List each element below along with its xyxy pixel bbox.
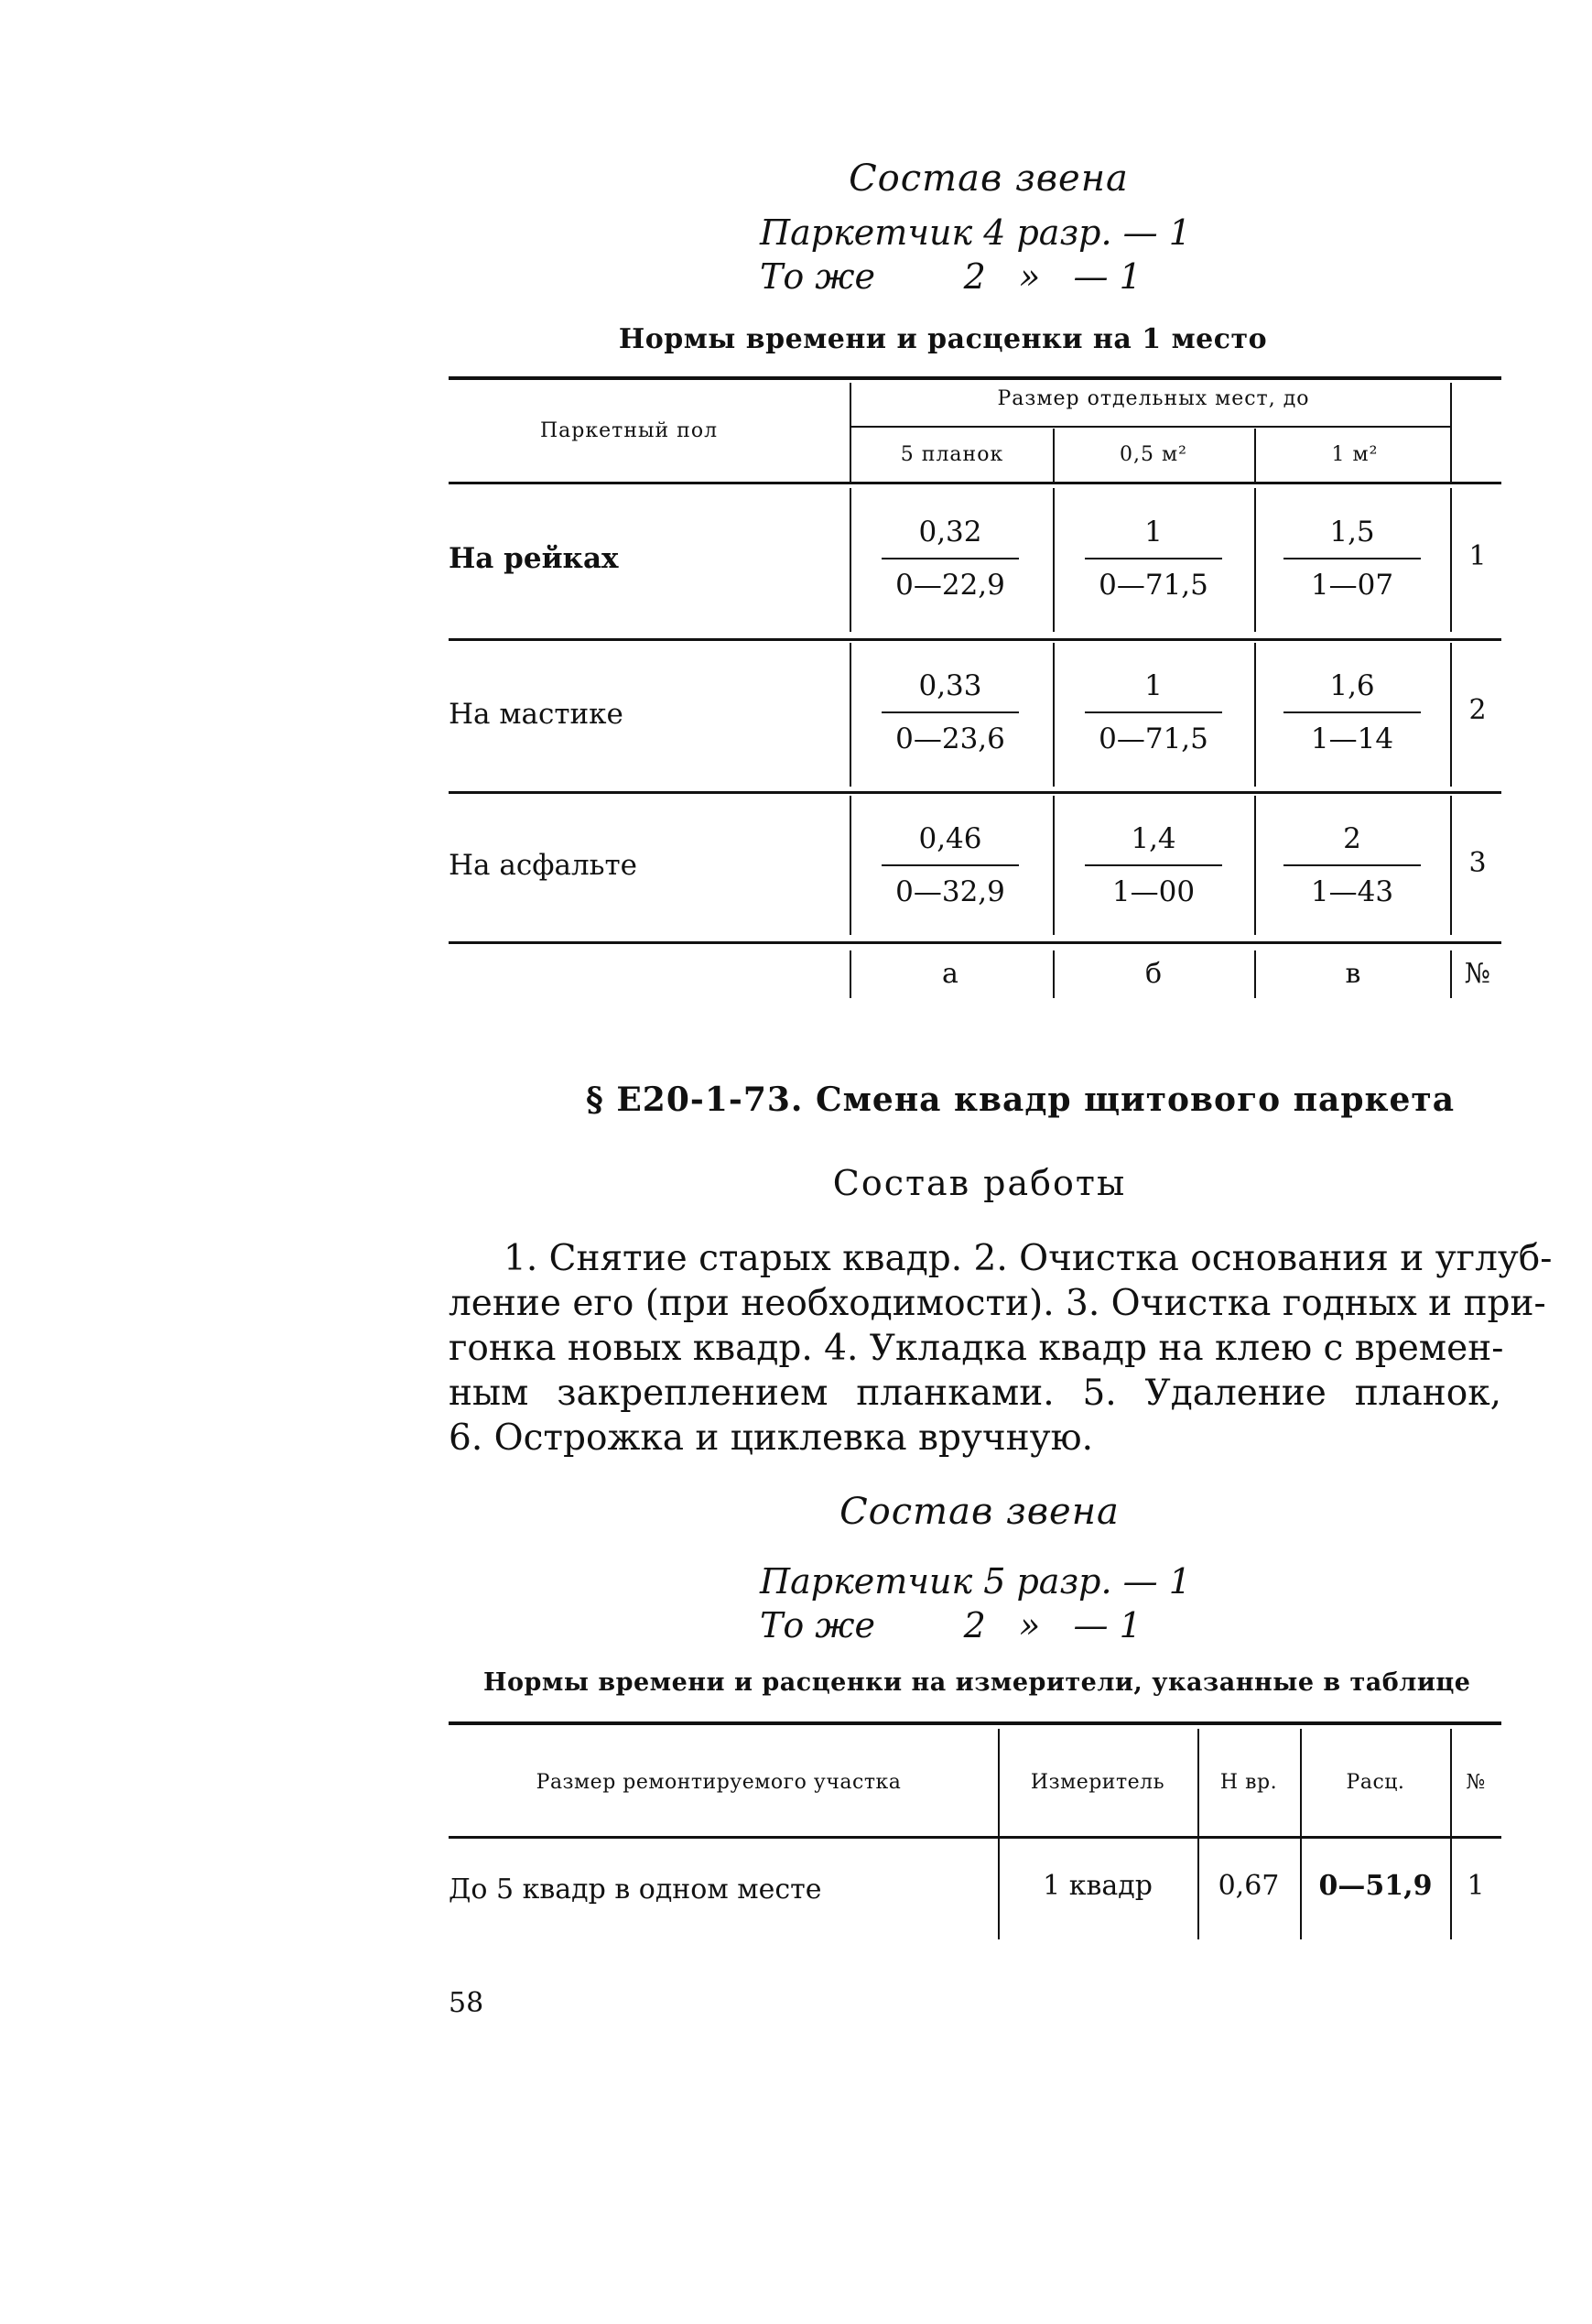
table1-vline-r3-1: [850, 796, 851, 935]
table1-cell-1c: [1261, 510, 1444, 607]
norm-time: 2: [1343, 822, 1361, 855]
table1-vline-f-1: [850, 950, 851, 998]
table1-vline-1: [850, 383, 851, 482]
table2-header-size: Размер ремонтируемого участка: [536, 1771, 902, 1794]
crew-line-2b: То же 2 » — 1: [760, 1605, 1142, 1645]
work-line-1: 1. Снятие старых квадр. 2. Очистка основания и углуб-: [504, 1238, 1553, 1279]
table1-vline-r2-2: [1053, 643, 1055, 787]
table2-cell-size: До 5 квадр в одном месте: [449, 1873, 822, 1906]
table1-col-label-b: б: [1144, 958, 1163, 990]
table1-vline-4: [1450, 383, 1452, 482]
table1-col-label-num: №: [1464, 958, 1491, 990]
fraction-bar: [1085, 864, 1222, 866]
norm-time: 0,32: [918, 516, 982, 548]
table2-header-num: №: [1466, 1771, 1486, 1794]
crew-heading-2: Состав звена: [839, 1491, 1120, 1533]
table1-row-rule-2: [449, 791, 1501, 794]
rate: 0—32,9: [895, 875, 1005, 908]
table1-col-header-a: 5 планок: [900, 443, 1004, 466]
fraction-bar: [1085, 711, 1222, 713]
table1-row-num-2: 2: [1468, 694, 1487, 726]
page-number: 58: [449, 1987, 484, 2019]
table1-row-label-3: На асфальте: [449, 849, 638, 882]
table1-header-group: Размер отдельных мест, до: [997, 387, 1310, 410]
table1-row-label-1: На рейках: [449, 542, 619, 575]
table2-top-rule: [449, 1721, 1501, 1725]
table1-vline-2: [1053, 429, 1055, 482]
table1-col-label-c: в: [1345, 958, 1361, 990]
norm-time: 1: [1144, 669, 1163, 702]
rate: 0—71,5: [1099, 722, 1208, 755]
rate: 0—22,9: [895, 569, 1005, 602]
table2-cell-unit: 1 квадр: [1043, 1870, 1153, 1902]
table1-col-header-b: 0,5 м²: [1120, 443, 1187, 466]
work-line-4: ным закреплением планками. 5. Удаление планок,: [449, 1373, 1501, 1414]
work-line-5: 6. Острожка и циклевка вручную.: [449, 1417, 1093, 1459]
table1-vline-3: [1254, 429, 1256, 482]
table1-vline-f-4: [1450, 950, 1452, 998]
norm-time: 0,33: [918, 669, 982, 702]
table1-caption: Нормы времени и расценки на 1 место: [618, 323, 1268, 355]
table1-vline-r1-1: [850, 488, 851, 632]
fraction-bar: [882, 864, 1019, 866]
rate: 0—23,6: [895, 722, 1005, 755]
fraction-bar: [882, 558, 1019, 559]
table1-row-label-2: На мастике: [449, 698, 623, 731]
table2-cell-norm: 0,67: [1218, 1870, 1280, 1902]
table2-cell-num: 1: [1467, 1870, 1485, 1902]
norm-time: 1,5: [1329, 516, 1375, 548]
fraction-bar: [1283, 711, 1421, 713]
table1-cell-3b: [1062, 817, 1245, 914]
table1-group-rule: [850, 426, 1450, 428]
table1-header-rule: [449, 482, 1501, 484]
table1-vline-r2-4: [1450, 643, 1452, 787]
table2-vline-3: [1300, 1729, 1302, 1939]
table2-header-norm: Н вр.: [1219, 1771, 1278, 1794]
rate: 1—43: [1310, 875, 1394, 908]
fraction-bar: [1283, 864, 1421, 866]
table1-top-rule: [449, 376, 1501, 380]
table2-vline-4: [1450, 1729, 1452, 1939]
table1-cell-3a: [859, 817, 1042, 914]
table2-caption: Нормы времени и расценки на измерители, указанные в таблице: [483, 1668, 1471, 1697]
table1-vline-r1-2: [1053, 488, 1055, 632]
table2-header-rule: [449, 1836, 1501, 1839]
table1-cell-2b: [1062, 664, 1245, 761]
work-line-3: гонка новых квадр. 4. Укладка квадр на клею с времен-: [449, 1328, 1504, 1369]
table1-vline-r2-1: [850, 643, 851, 787]
table2-header-rate: Расц.: [1346, 1771, 1405, 1794]
table1-row-num-3: 3: [1468, 847, 1487, 879]
crew-line-1b: То же 2 » — 1: [760, 256, 1142, 297]
section-title: § Е20-1-73. Смена квадр щитового паркета: [586, 1081, 1456, 1119]
work-line-2: ление его (при необходимости). 3. Очистка годных и при-: [449, 1283, 1546, 1324]
table1-col-header-c: 1 м²: [1331, 443, 1379, 466]
table2-vline-2: [1197, 1729, 1199, 1939]
table1-vline-r1-3: [1254, 488, 1256, 632]
table1-row-rule-1: [449, 638, 1501, 641]
fraction-bar: [1283, 558, 1421, 559]
table1-cell-2c: [1261, 664, 1444, 761]
table1-vline-f-2: [1053, 950, 1055, 998]
table1-vline-r1-4: [1450, 488, 1452, 632]
table1-row-rule-3: [449, 941, 1501, 944]
norm-time: 1: [1144, 516, 1163, 548]
norm-time: 0,46: [918, 822, 982, 855]
crew-heading-1: Состав звена: [849, 157, 1129, 200]
fraction-bar: [882, 711, 1019, 713]
table2-header-unit: Измеритель: [1030, 1771, 1165, 1794]
rate: 1—07: [1310, 569, 1394, 602]
work-paragraph: [449, 1236, 1553, 1461]
table1-col-label-a: а: [942, 958, 958, 990]
table1-vline-r2-3: [1254, 643, 1256, 787]
table1-cell-1b: [1062, 510, 1245, 607]
table1-cell-2a: [859, 664, 1042, 761]
rate: 1—00: [1111, 875, 1196, 908]
table1-cell-3c: [1261, 817, 1444, 914]
norm-time: 1,6: [1329, 669, 1375, 702]
fraction-bar: [1085, 558, 1222, 559]
table1-vline-r3-3: [1254, 796, 1256, 935]
table1-vline-r3-4: [1450, 796, 1452, 935]
crew-line-1a: Паркетчик 4 разр. — 1: [760, 212, 1191, 253]
rate: 0—71,5: [1099, 569, 1208, 602]
table1-cell-1a: [859, 510, 1042, 607]
norm-time: 1,4: [1131, 822, 1176, 855]
table1-row-num-1: 1: [1468, 540, 1487, 572]
crew-line-2a: Паркетчик 5 разр. — 1: [760, 1561, 1191, 1602]
work-heading: Состав работы: [832, 1163, 1127, 1203]
table1-header-left: Паркетный пол: [540, 419, 719, 442]
table1-vline-r3-2: [1053, 796, 1055, 935]
table2-cell-rate: 0—51,9: [1318, 1870, 1433, 1902]
rate: 1—14: [1310, 722, 1394, 755]
table1-vline-f-3: [1254, 950, 1256, 998]
table2-vline-1: [998, 1729, 1000, 1939]
